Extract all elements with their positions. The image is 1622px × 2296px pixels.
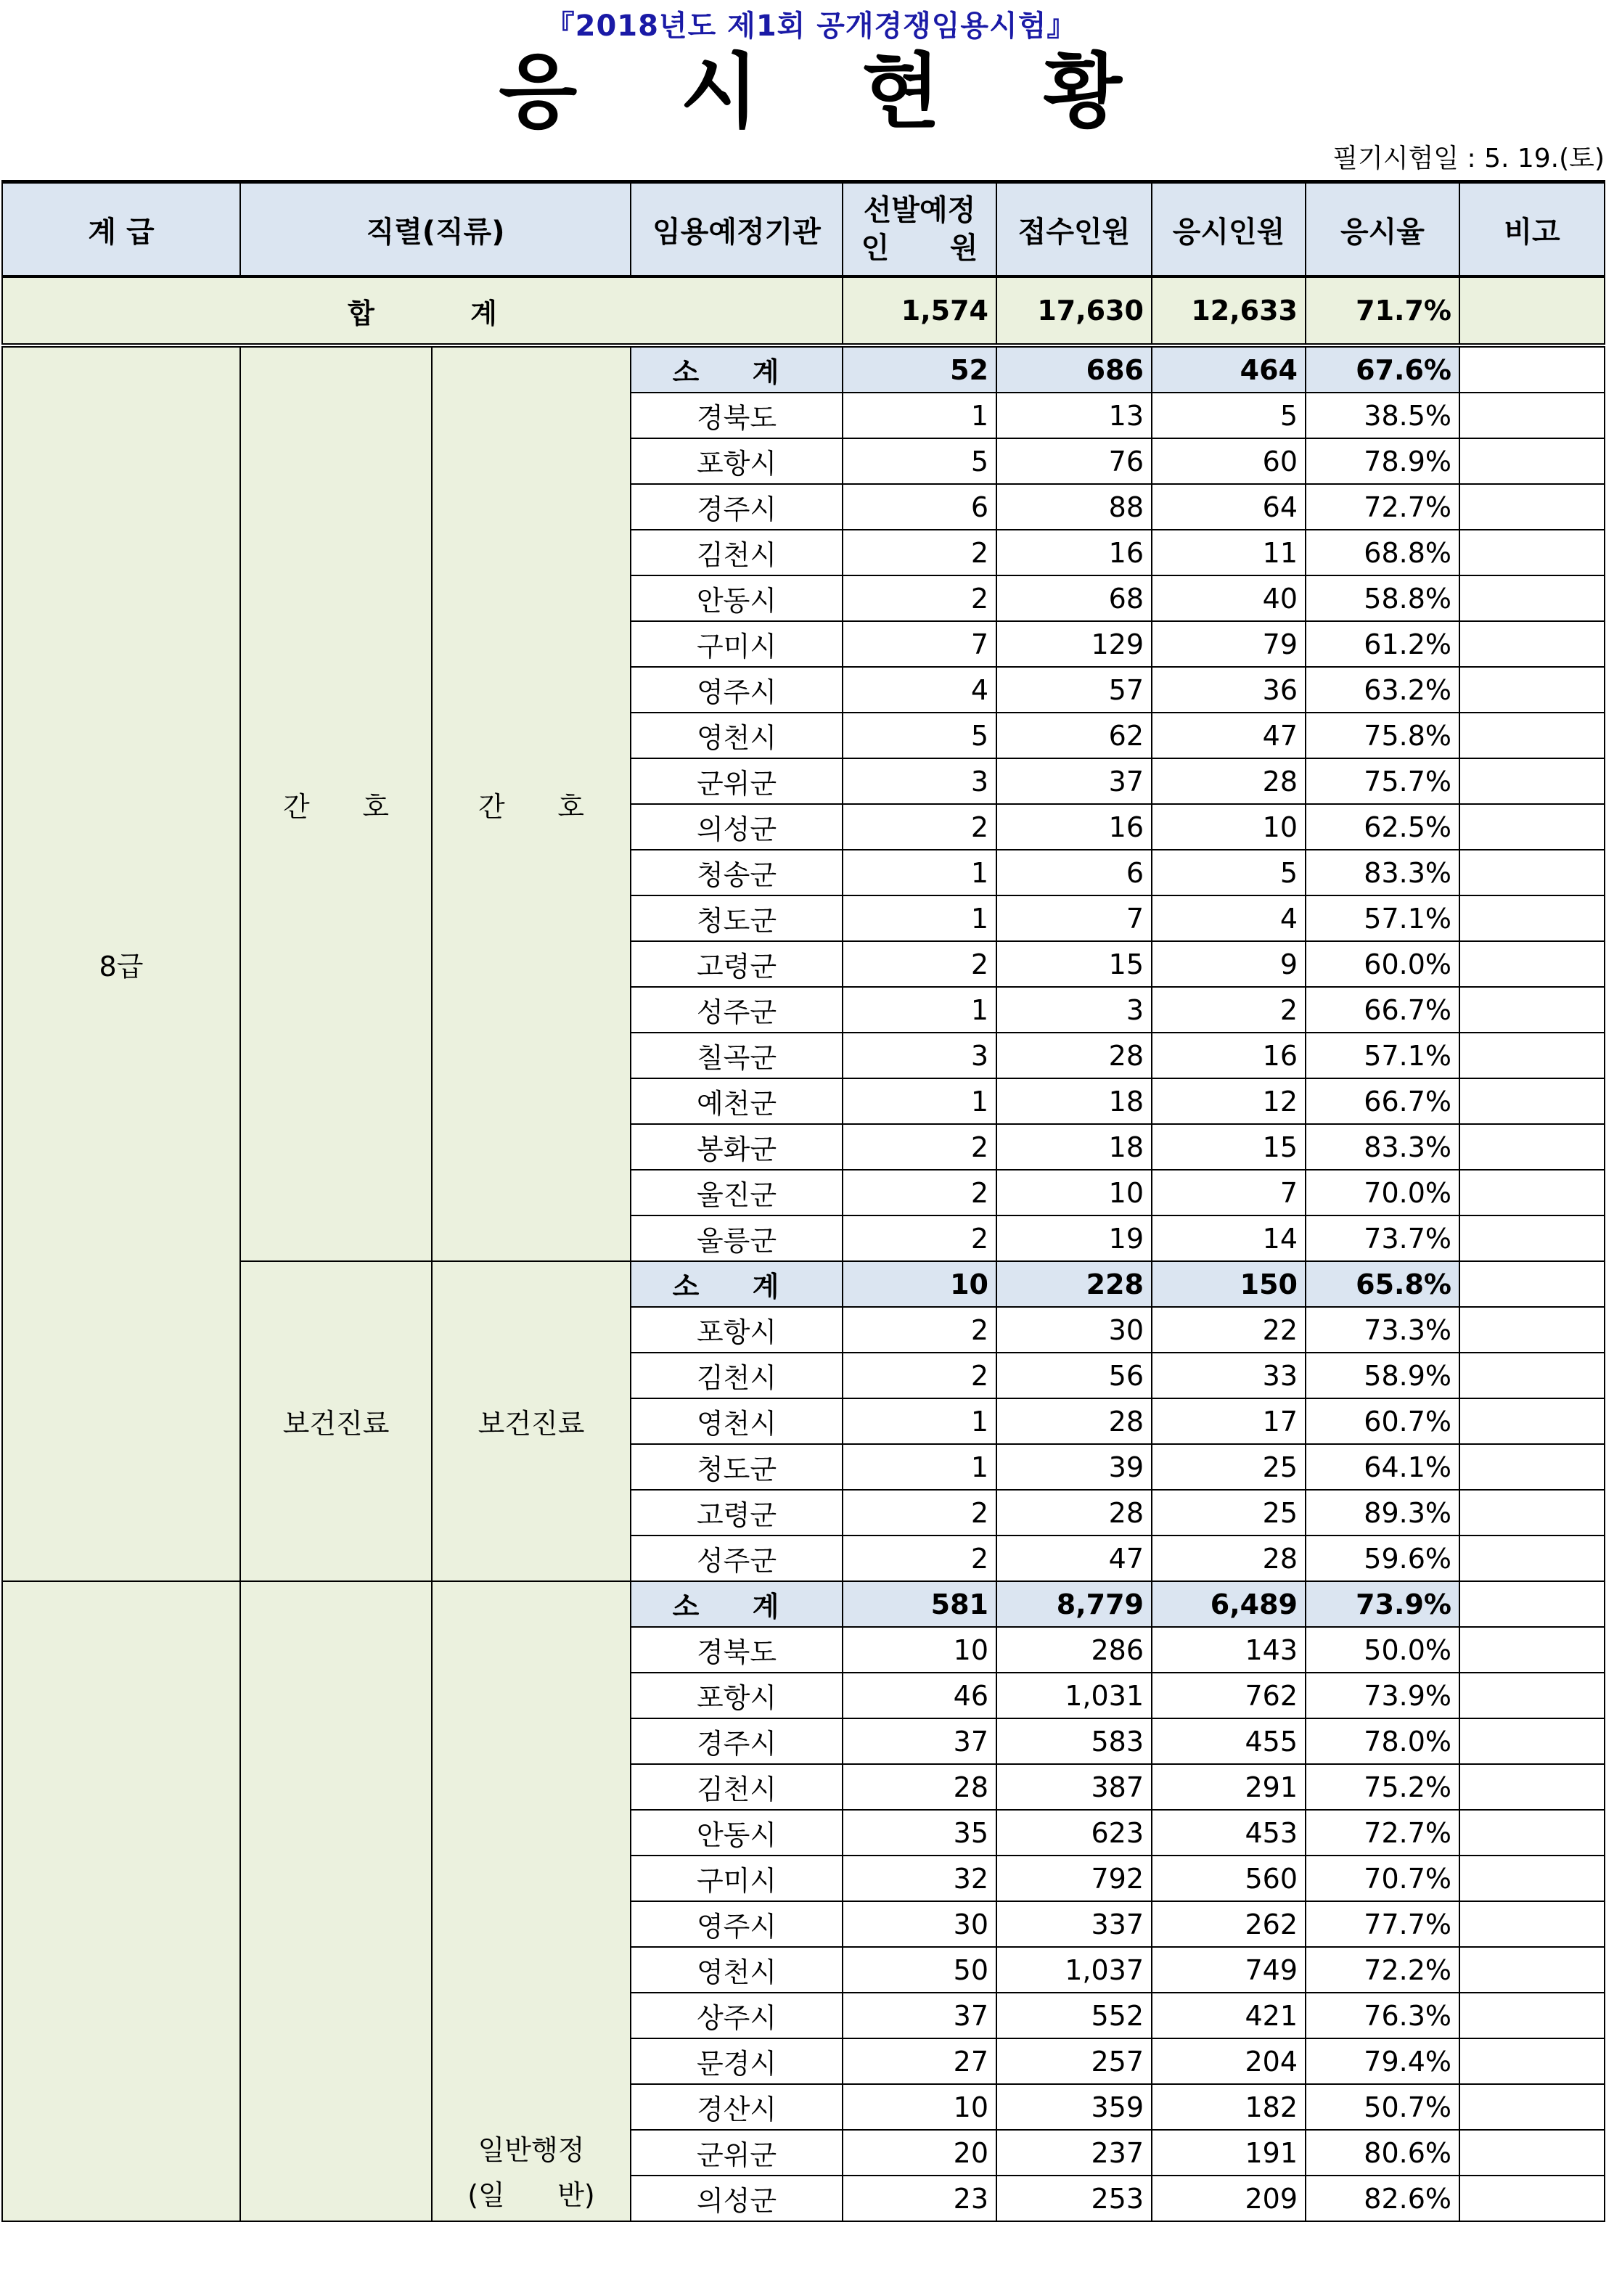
note-cell bbox=[1459, 713, 1605, 758]
note-cell bbox=[1459, 1764, 1605, 1810]
series-cell bbox=[240, 1581, 432, 2221]
tested-cell: 191 bbox=[1152, 2130, 1306, 2176]
rate-cell: 58.9% bbox=[1306, 1353, 1459, 1398]
rate-cell: 78.9% bbox=[1306, 438, 1459, 484]
tested-cell: 28 bbox=[1152, 758, 1306, 804]
applied-cell: 3 bbox=[996, 987, 1152, 1033]
document-title bbox=[0, 45, 1622, 139]
rate-cell: 58.8% bbox=[1306, 575, 1459, 621]
agency-cell: 영천시 bbox=[631, 1947, 843, 1993]
note-cell bbox=[1459, 438, 1605, 484]
rate-cell: 72.7% bbox=[1306, 1810, 1459, 1856]
planned-cell: 2 bbox=[843, 1353, 996, 1398]
rate-cell: 57.1% bbox=[1306, 895, 1459, 941]
note-cell bbox=[1459, 484, 1605, 530]
note-cell bbox=[1459, 850, 1605, 895]
title-char: 황 bbox=[1043, 45, 1123, 139]
col-planned-top: 선발예정 bbox=[863, 194, 976, 227]
tested-cell: 79 bbox=[1152, 621, 1306, 667]
agency-cell: 영천시 bbox=[631, 713, 843, 758]
planned-cell: 2 bbox=[843, 530, 996, 575]
applied-cell: 16 bbox=[996, 530, 1152, 575]
subseries-line: 일반행정 bbox=[478, 2134, 585, 2166]
note-cell bbox=[1459, 575, 1605, 621]
applied-cell: 129 bbox=[996, 621, 1152, 667]
planned-cell: 50 bbox=[843, 1947, 996, 1993]
tested-cell: 11 bbox=[1152, 530, 1306, 575]
planned-cell: 35 bbox=[843, 1810, 996, 1856]
planned-cell: 46 bbox=[843, 1673, 996, 1718]
tested-cell: 204 bbox=[1152, 2038, 1306, 2084]
planned-cell: 2 bbox=[843, 1170, 996, 1215]
applied-cell: 286 bbox=[996, 1627, 1152, 1673]
applied-cell: 13 bbox=[996, 393, 1152, 438]
applied-cell: 57 bbox=[996, 667, 1152, 713]
rate-cell: 61.2% bbox=[1306, 621, 1459, 667]
note-cell bbox=[1459, 895, 1605, 941]
planned-cell: 5 bbox=[843, 713, 996, 758]
applied-cell: 76 bbox=[996, 438, 1152, 484]
planned-cell: 10 bbox=[843, 2084, 996, 2130]
series-cell: 보건진료 bbox=[240, 1261, 432, 1581]
col-planned-bottom: 인 원 bbox=[861, 231, 978, 265]
applied-cell: 1,037 bbox=[996, 1947, 1152, 1993]
agency-cell: 성주군 bbox=[631, 1536, 843, 1581]
col-applied: 접수인원 bbox=[996, 182, 1152, 277]
subtotal-row bbox=[2, 345, 1605, 393]
rate-cell: 62.5% bbox=[1306, 804, 1459, 850]
tested-cell: 25 bbox=[1152, 1490, 1306, 1536]
agency-cell: 울릉군 bbox=[631, 1215, 843, 1261]
rate-cell: 63.2% bbox=[1306, 667, 1459, 713]
note-cell bbox=[1459, 530, 1605, 575]
tested-cell: 15 bbox=[1152, 1124, 1306, 1170]
planned-cell: 2 bbox=[843, 1536, 996, 1581]
note-cell bbox=[1459, 2084, 1605, 2130]
planned-cell: 1 bbox=[843, 1398, 996, 1444]
note-cell bbox=[1459, 987, 1605, 1033]
tested-cell: 209 bbox=[1152, 2176, 1306, 2221]
planned-cell: 581 bbox=[843, 1581, 996, 1627]
rate-cell: 83.3% bbox=[1306, 1124, 1459, 1170]
agency-cell: 청도군 bbox=[631, 1444, 843, 1490]
rate-cell: 70.7% bbox=[1306, 1856, 1459, 1901]
rate-cell: 60.0% bbox=[1306, 941, 1459, 987]
agency-cell: 경북도 bbox=[631, 1627, 843, 1673]
planned-cell: 3 bbox=[843, 758, 996, 804]
subtotal-label: 소 계 bbox=[631, 345, 843, 393]
agency-cell: 문경시 bbox=[631, 2038, 843, 2084]
note-cell bbox=[1459, 393, 1605, 438]
applied-cell: 552 bbox=[996, 1993, 1152, 2038]
rate-cell: 73.9% bbox=[1306, 1673, 1459, 1718]
rate-cell: 72.2% bbox=[1306, 1947, 1459, 1993]
agency-cell: 영주시 bbox=[631, 667, 843, 713]
subtotal-label: 소 계 bbox=[631, 1581, 843, 1627]
rate-cell: 50.0% bbox=[1306, 1627, 1459, 1673]
note-cell bbox=[1459, 621, 1605, 667]
tested-cell: 17 bbox=[1152, 1398, 1306, 1444]
rate-cell: 57.1% bbox=[1306, 1033, 1459, 1078]
planned-cell: 2 bbox=[843, 1124, 996, 1170]
tested-cell: 64 bbox=[1152, 484, 1306, 530]
series-cell: 간 호 bbox=[240, 345, 432, 1261]
tested-cell: 28 bbox=[1152, 1536, 1306, 1581]
planned-cell: 2 bbox=[843, 1307, 996, 1353]
agency-cell: 경북도 bbox=[631, 393, 843, 438]
grand-total-applied: 17,630 bbox=[996, 276, 1152, 345]
rate-cell: 82.6% bbox=[1306, 2176, 1459, 2221]
note-cell bbox=[1459, 1261, 1605, 1307]
applied-cell: 253 bbox=[996, 2176, 1152, 2221]
applied-cell: 88 bbox=[996, 484, 1152, 530]
agency-cell: 안동시 bbox=[631, 1810, 843, 1856]
tested-cell: 5 bbox=[1152, 393, 1306, 438]
planned-cell: 2 bbox=[843, 941, 996, 987]
agency-cell: 고령군 bbox=[631, 941, 843, 987]
agency-cell: 울진군 bbox=[631, 1170, 843, 1215]
agency-cell: 군위군 bbox=[631, 2130, 843, 2176]
tested-cell: 560 bbox=[1152, 1856, 1306, 1901]
col-planned bbox=[843, 182, 996, 277]
tested-cell: 2 bbox=[1152, 987, 1306, 1033]
tested-cell: 453 bbox=[1152, 1810, 1306, 1856]
note-cell bbox=[1459, 1307, 1605, 1353]
planned-cell: 27 bbox=[843, 2038, 996, 2084]
note-cell bbox=[1459, 1673, 1605, 1718]
tested-cell: 455 bbox=[1152, 1718, 1306, 1764]
note-cell bbox=[1459, 345, 1605, 393]
applied-cell: 18 bbox=[996, 1078, 1152, 1124]
agency-cell: 포항시 bbox=[631, 1307, 843, 1353]
applied-cell: 337 bbox=[996, 1901, 1152, 1947]
rate-cell: 75.7% bbox=[1306, 758, 1459, 804]
tested-cell: 33 bbox=[1152, 1353, 1306, 1398]
tested-cell: 150 bbox=[1152, 1261, 1306, 1307]
rate-cell: 83.3% bbox=[1306, 850, 1459, 895]
agency-cell: 영천시 bbox=[631, 1398, 843, 1444]
planned-cell: 23 bbox=[843, 2176, 996, 2221]
note-cell bbox=[1459, 1078, 1605, 1124]
tested-cell: 47 bbox=[1152, 713, 1306, 758]
note-cell bbox=[1459, 1033, 1605, 1078]
note-cell bbox=[1459, 1627, 1605, 1673]
planned-cell: 3 bbox=[843, 1033, 996, 1078]
agency-cell: 의성군 bbox=[631, 2176, 843, 2221]
rate-cell: 66.7% bbox=[1306, 1078, 1459, 1124]
grand-total-tested: 12,633 bbox=[1152, 276, 1306, 345]
title-char: 응 bbox=[499, 45, 579, 139]
rate-cell: 72.7% bbox=[1306, 484, 1459, 530]
applied-cell: 257 bbox=[996, 2038, 1152, 2084]
applied-cell: 47 bbox=[996, 1536, 1152, 1581]
tested-cell: 12 bbox=[1152, 1078, 1306, 1124]
agency-cell: 김천시 bbox=[631, 1764, 843, 1810]
note-cell bbox=[1459, 1856, 1605, 1901]
rate-cell: 80.6% bbox=[1306, 2130, 1459, 2176]
tested-cell: 14 bbox=[1152, 1215, 1306, 1261]
planned-cell: 1 bbox=[843, 1078, 996, 1124]
rate-cell: 73.3% bbox=[1306, 1307, 1459, 1353]
applied-cell: 1,031 bbox=[996, 1673, 1152, 1718]
note-cell bbox=[1459, 1170, 1605, 1215]
rate-cell: 60.7% bbox=[1306, 1398, 1459, 1444]
agency-cell: 경주시 bbox=[631, 1718, 843, 1764]
planned-cell: 1 bbox=[843, 1444, 996, 1490]
note-cell bbox=[1459, 1536, 1605, 1581]
note-cell bbox=[1459, 1581, 1605, 1627]
planned-cell: 1 bbox=[843, 393, 996, 438]
subtotal-label: 소 계 bbox=[631, 1261, 843, 1307]
rate-cell: 68.8% bbox=[1306, 530, 1459, 575]
applied-cell: 30 bbox=[996, 1307, 1152, 1353]
tested-cell: 6,489 bbox=[1152, 1581, 1306, 1627]
col-tested: 응시인원 bbox=[1152, 182, 1306, 277]
applied-cell: 62 bbox=[996, 713, 1152, 758]
subseries-cell bbox=[432, 1581, 631, 2221]
subtotal-row bbox=[2, 1261, 1605, 1307]
rate-cell: 67.6% bbox=[1306, 345, 1459, 393]
col-note: 비고 bbox=[1459, 182, 1605, 277]
tested-cell: 291 bbox=[1152, 1764, 1306, 1810]
planned-cell: 1 bbox=[843, 850, 996, 895]
agency-cell: 김천시 bbox=[631, 530, 843, 575]
agency-cell: 의성군 bbox=[631, 804, 843, 850]
planned-cell: 2 bbox=[843, 1490, 996, 1536]
tested-cell: 16 bbox=[1152, 1033, 1306, 1078]
note-cell bbox=[1459, 1490, 1605, 1536]
agency-cell: 경산시 bbox=[631, 2084, 843, 2130]
rate-cell: 65.8% bbox=[1306, 1261, 1459, 1307]
grand-total-rate: 71.7% bbox=[1306, 276, 1459, 345]
grand-total-planned: 1,574 bbox=[843, 276, 996, 345]
tested-cell: 182 bbox=[1152, 2084, 1306, 2130]
applied-cell: 28 bbox=[996, 1033, 1152, 1078]
agency-cell: 포항시 bbox=[631, 438, 843, 484]
agency-cell: 군위군 bbox=[631, 758, 843, 804]
col-grade: 계 급 bbox=[2, 182, 240, 277]
rate-cell: 70.0% bbox=[1306, 1170, 1459, 1215]
note-cell bbox=[1459, 1398, 1605, 1444]
exam-date: 필기시험일 : 5. 19.(토) bbox=[1332, 144, 1605, 173]
note-cell bbox=[1459, 1947, 1605, 1993]
planned-cell: 32 bbox=[843, 1856, 996, 1901]
tested-cell: 36 bbox=[1152, 667, 1306, 713]
planned-cell: 52 bbox=[843, 345, 996, 393]
rate-cell: 75.8% bbox=[1306, 713, 1459, 758]
applied-cell: 15 bbox=[996, 941, 1152, 987]
rate-cell: 75.2% bbox=[1306, 1764, 1459, 1810]
planned-cell: 37 bbox=[843, 1993, 996, 2038]
tested-cell: 4 bbox=[1152, 895, 1306, 941]
applied-cell: 623 bbox=[996, 1810, 1152, 1856]
agency-cell: 예천군 bbox=[631, 1078, 843, 1124]
tested-cell: 10 bbox=[1152, 804, 1306, 850]
applied-cell: 56 bbox=[996, 1353, 1152, 1398]
agency-cell: 청도군 bbox=[631, 895, 843, 941]
subseries-line: (일 반) bbox=[467, 2179, 595, 2211]
tested-cell: 143 bbox=[1152, 1627, 1306, 1673]
agency-cell: 구미시 bbox=[631, 1856, 843, 1901]
note-cell bbox=[1459, 1353, 1605, 1398]
planned-cell: 7 bbox=[843, 621, 996, 667]
applied-cell: 19 bbox=[996, 1215, 1152, 1261]
planned-cell: 30 bbox=[843, 1901, 996, 1947]
applied-cell: 228 bbox=[996, 1261, 1152, 1307]
tested-cell: 60 bbox=[1152, 438, 1306, 484]
rate-cell: 59.6% bbox=[1306, 1536, 1459, 1581]
applied-cell: 68 bbox=[996, 575, 1152, 621]
agency-cell: 구미시 bbox=[631, 621, 843, 667]
rate-cell: 66.7% bbox=[1306, 987, 1459, 1033]
rate-cell: 50.7% bbox=[1306, 2084, 1459, 2130]
planned-cell: 10 bbox=[843, 1261, 996, 1307]
note-cell bbox=[1459, 804, 1605, 850]
planned-cell: 10 bbox=[843, 1627, 996, 1673]
applied-cell: 18 bbox=[996, 1124, 1152, 1170]
tested-cell: 22 bbox=[1152, 1307, 1306, 1353]
rate-cell: 76.3% bbox=[1306, 1993, 1459, 2038]
rate-cell: 38.5% bbox=[1306, 393, 1459, 438]
tested-cell: 5 bbox=[1152, 850, 1306, 895]
planned-cell: 5 bbox=[843, 438, 996, 484]
rate-cell: 79.4% bbox=[1306, 2038, 1459, 2084]
applicant-status-table bbox=[1, 180, 1605, 2222]
planned-cell: 1 bbox=[843, 987, 996, 1033]
header-row bbox=[2, 182, 1605, 277]
col-agency: 임용예정기관 bbox=[631, 182, 843, 277]
planned-cell: 4 bbox=[843, 667, 996, 713]
col-series: 직렬(직류) bbox=[240, 182, 631, 277]
applied-cell: 7 bbox=[996, 895, 1152, 941]
planned-cell: 28 bbox=[843, 1764, 996, 1810]
note-cell bbox=[1459, 667, 1605, 713]
applied-cell: 387 bbox=[996, 1764, 1152, 1810]
rate-cell: 73.7% bbox=[1306, 1215, 1459, 1261]
applied-cell: 16 bbox=[996, 804, 1152, 850]
agency-cell: 김천시 bbox=[631, 1353, 843, 1398]
agency-cell: 청송군 bbox=[631, 850, 843, 895]
applied-cell: 792 bbox=[996, 1856, 1152, 1901]
applied-cell: 37 bbox=[996, 758, 1152, 804]
note-cell bbox=[1459, 1444, 1605, 1490]
note-cell bbox=[1459, 1993, 1605, 2038]
tested-cell: 421 bbox=[1152, 1993, 1306, 2038]
tested-cell: 9 bbox=[1152, 941, 1306, 987]
agency-cell: 상주시 bbox=[631, 1993, 843, 2038]
planned-cell: 2 bbox=[843, 575, 996, 621]
rate-cell: 77.7% bbox=[1306, 1901, 1459, 1947]
document-subtitle: 『2018년도 제1회 공개경쟁임용시험』 bbox=[545, 9, 1077, 43]
planned-cell: 20 bbox=[843, 2130, 996, 2176]
tested-cell: 40 bbox=[1152, 575, 1306, 621]
agency-cell: 포항시 bbox=[631, 1673, 843, 1718]
title-char: 시 bbox=[680, 45, 761, 139]
note-cell bbox=[1459, 1810, 1605, 1856]
rate-cell: 73.9% bbox=[1306, 1581, 1459, 1627]
rate-cell: 78.0% bbox=[1306, 1718, 1459, 1764]
subseries-cell: 보건진료 bbox=[432, 1261, 631, 1581]
applied-cell: 39 bbox=[996, 1444, 1152, 1490]
planned-cell: 6 bbox=[843, 484, 996, 530]
note-cell bbox=[1459, 1124, 1605, 1170]
note-cell bbox=[1459, 758, 1605, 804]
note-cell bbox=[1459, 1215, 1605, 1261]
agency-cell: 성주군 bbox=[631, 987, 843, 1033]
agency-cell: 봉화군 bbox=[631, 1124, 843, 1170]
note-cell bbox=[1459, 1718, 1605, 1764]
title-char: 현 bbox=[861, 45, 942, 139]
note-cell bbox=[1459, 2038, 1605, 2084]
agency-cell: 영주시 bbox=[631, 1901, 843, 1947]
subtotal-row bbox=[2, 1581, 1605, 1627]
agency-cell: 고령군 bbox=[631, 1490, 843, 1536]
note-cell bbox=[1459, 941, 1605, 987]
tested-cell: 262 bbox=[1152, 1901, 1306, 1947]
rate-cell: 89.3% bbox=[1306, 1490, 1459, 1536]
applied-cell: 6 bbox=[996, 850, 1152, 895]
applied-cell: 8,779 bbox=[996, 1581, 1152, 1627]
planned-cell: 2 bbox=[843, 1215, 996, 1261]
applied-cell: 686 bbox=[996, 345, 1152, 393]
tested-cell: 25 bbox=[1152, 1444, 1306, 1490]
applied-cell: 28 bbox=[996, 1490, 1152, 1536]
note-cell bbox=[1459, 1901, 1605, 1947]
agency-cell: 경주시 bbox=[631, 484, 843, 530]
applied-cell: 359 bbox=[996, 2084, 1152, 2130]
tested-cell: 7 bbox=[1152, 1170, 1306, 1215]
planned-cell: 2 bbox=[843, 804, 996, 850]
planned-cell: 1 bbox=[843, 895, 996, 941]
planned-cell: 37 bbox=[843, 1718, 996, 1764]
agency-cell: 안동시 bbox=[631, 575, 843, 621]
tested-cell: 464 bbox=[1152, 345, 1306, 393]
subseries-cell: 간 호 bbox=[432, 345, 631, 1261]
agency-cell: 칠곡군 bbox=[631, 1033, 843, 1078]
note-cell bbox=[1459, 2176, 1605, 2221]
note-cell bbox=[1459, 2130, 1605, 2176]
applied-cell: 10 bbox=[996, 1170, 1152, 1215]
grand-total-row bbox=[2, 276, 1605, 345]
rate-cell: 64.1% bbox=[1306, 1444, 1459, 1490]
applied-cell: 28 bbox=[996, 1398, 1152, 1444]
applied-cell: 237 bbox=[996, 2130, 1152, 2176]
col-rate: 응시율 bbox=[1306, 182, 1459, 277]
applied-cell: 583 bbox=[996, 1718, 1152, 1764]
tested-cell: 749 bbox=[1152, 1947, 1306, 1993]
grand-total-label: 합 계 bbox=[2, 276, 843, 345]
tested-cell: 762 bbox=[1152, 1673, 1306, 1718]
grand-total-note bbox=[1459, 276, 1605, 345]
grade-cell bbox=[2, 1581, 240, 2221]
grade-cell: 8급 bbox=[2, 345, 240, 1581]
